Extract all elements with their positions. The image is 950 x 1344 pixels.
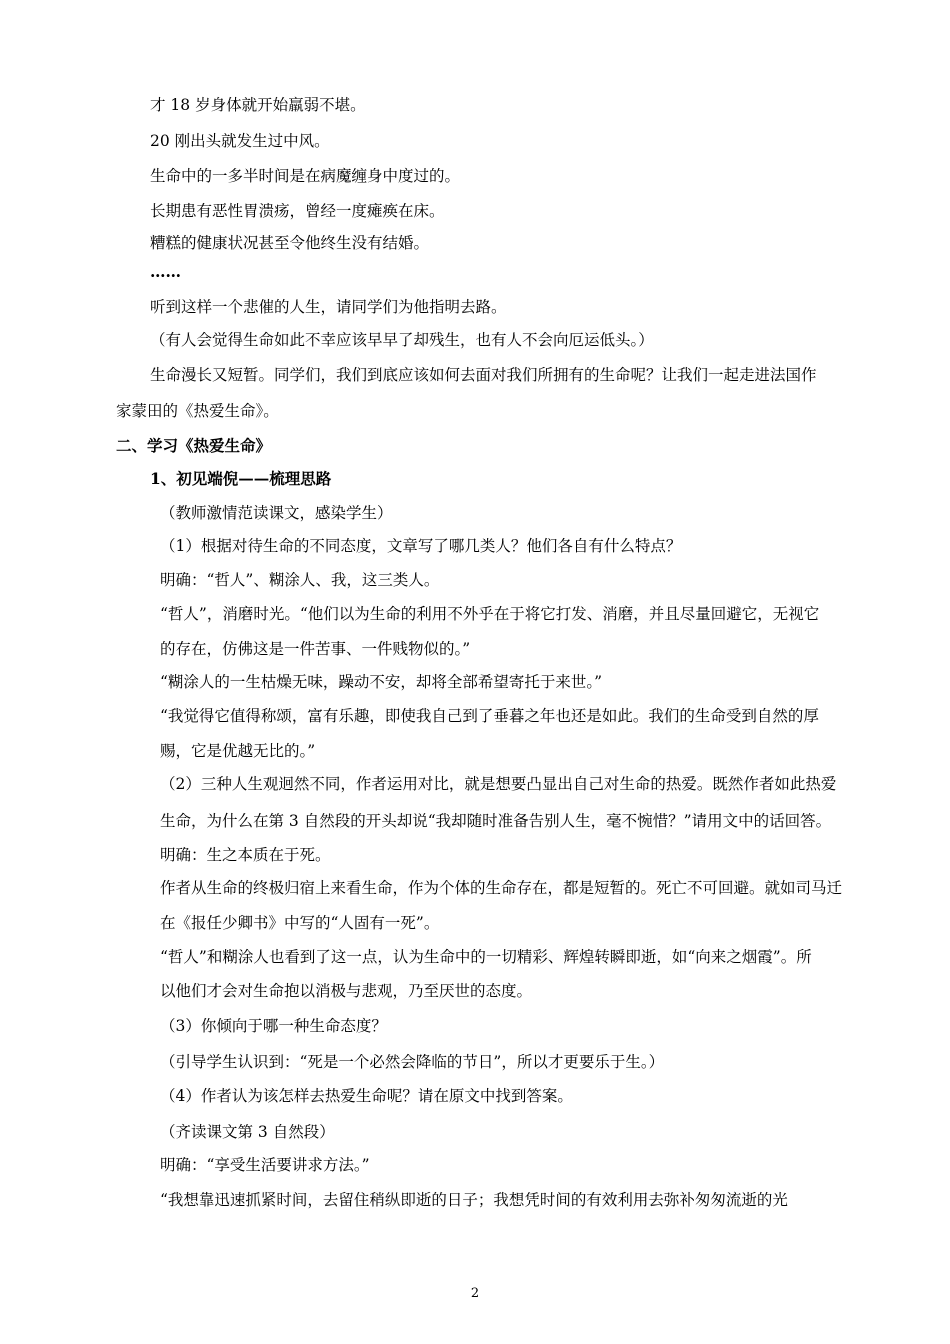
text-line: （教师激情范读课文，感染学生） (160, 504, 393, 522)
text-line: （3）你倾向于哪一种生命态度？ (160, 1017, 387, 1035)
text-line: 明确：“享受生活要讲求方法。” (160, 1156, 370, 1174)
text-line: 才 18 岁身体就开始羸弱不堪。 (150, 96, 366, 114)
text-line: “我想靠迅速抓紧时间，去留住稍纵即逝的日子；我想凭时间的有效利用去弥补匆匆流逝的光 (160, 1191, 788, 1209)
page-number: 2 (470, 1286, 480, 1301)
text-line: “我觉得它值得称颂，富有乐趣，即使我自己到了垂暮之年也还是如此。我们的生命受到自然的厚 (160, 707, 819, 725)
text-line: 赐，它是优越无比的。” (160, 742, 316, 760)
text-line: 的存在，仿佛这是一件苦事、一件贱物似的。” (160, 640, 471, 658)
text-line: 家蒙田的《热爱生命》。 (116, 402, 279, 420)
text-line: 长期患有恶性胃溃疡，曾经一度瘫痪在床。 (150, 202, 445, 220)
text-line: “哲人”，消磨时光。“他们以为生命的利用不外乎在于将它打发、消磨，并且尽量回避它，无视它 (160, 605, 820, 623)
text-line: 20 刚出头就发生过中风。 (150, 132, 330, 150)
text-line: （有人会觉得生命如此不幸应该早早了却残生，也有人不会向厄运低头。） (150, 331, 654, 349)
text-line: 明确：“哲人”、糊涂人、我，这三类人。 (160, 571, 440, 589)
text-line: 明确：生之本质在于死。 (160, 846, 331, 864)
text-line: 生命漫长又短暂。同学们，我们到底应该如何去面对我们所拥有的生命呢？让我们一起走进法国作 (150, 366, 817, 384)
text-line: （1）根据对待生命的不同态度，文章写了哪几类人？他们各自有什么特点？ (160, 537, 682, 555)
text-line: （4）作者认为该怎样去热爱生命呢？请在原文中找到答案。 (160, 1087, 573, 1105)
text-line: 生命中的一多半时间是在病魔缠身中度过的。 (150, 167, 461, 185)
subsection-heading: 1、初见端倪——梳理思路 (150, 469, 332, 488)
section-heading: 二、学习《热爱生命》 (116, 436, 272, 455)
text-line: 听到这样一个悲催的人生，请同学们为他指明去路。 (150, 298, 507, 316)
text-line: 在《报任少卿书》中写的“人固有一死”。 (160, 914, 440, 932)
ellipsis-line: …… (150, 262, 181, 281)
text-line: （引导学生认识到：“死是一个必然会降临的节日”，所以才更要乐于生。） (160, 1053, 665, 1071)
text-line: “糊涂人的一生枯燥无味，躁动不安，却将全部希望寄托于来世。” (160, 673, 603, 691)
text-line: （齐读课文第 3 自然段） (160, 1123, 335, 1141)
text-line: 作者从生命的终极归宿上来看生命，作为个体的生命存在，都是短暂的。死亡不可回避。就如司马迁 (160, 879, 843, 897)
text-line: （2）三种人生观迥然不同，作者运用对比，就是想要凸显出自己对生命的热爱。既然作者如此热爱 (160, 775, 837, 793)
text-line: 以他们才会对生命抱以消极与悲观，乃至厌世的态度。 (160, 982, 533, 1000)
text-line: 糟糕的健康状况甚至令他终生没有结婚。 (150, 234, 430, 252)
text-line: 生命，为什么在第 3 自然段的开头却说“我却随时准备告别人生，毫不惋惜？”请用文中的话回答。 (160, 812, 832, 830)
text-line: “哲人”和糊涂人也看到了这一点，认为生命中的一切精彩、辉煌转瞬即逝，如“向来之烟霞”。所 (160, 948, 812, 966)
